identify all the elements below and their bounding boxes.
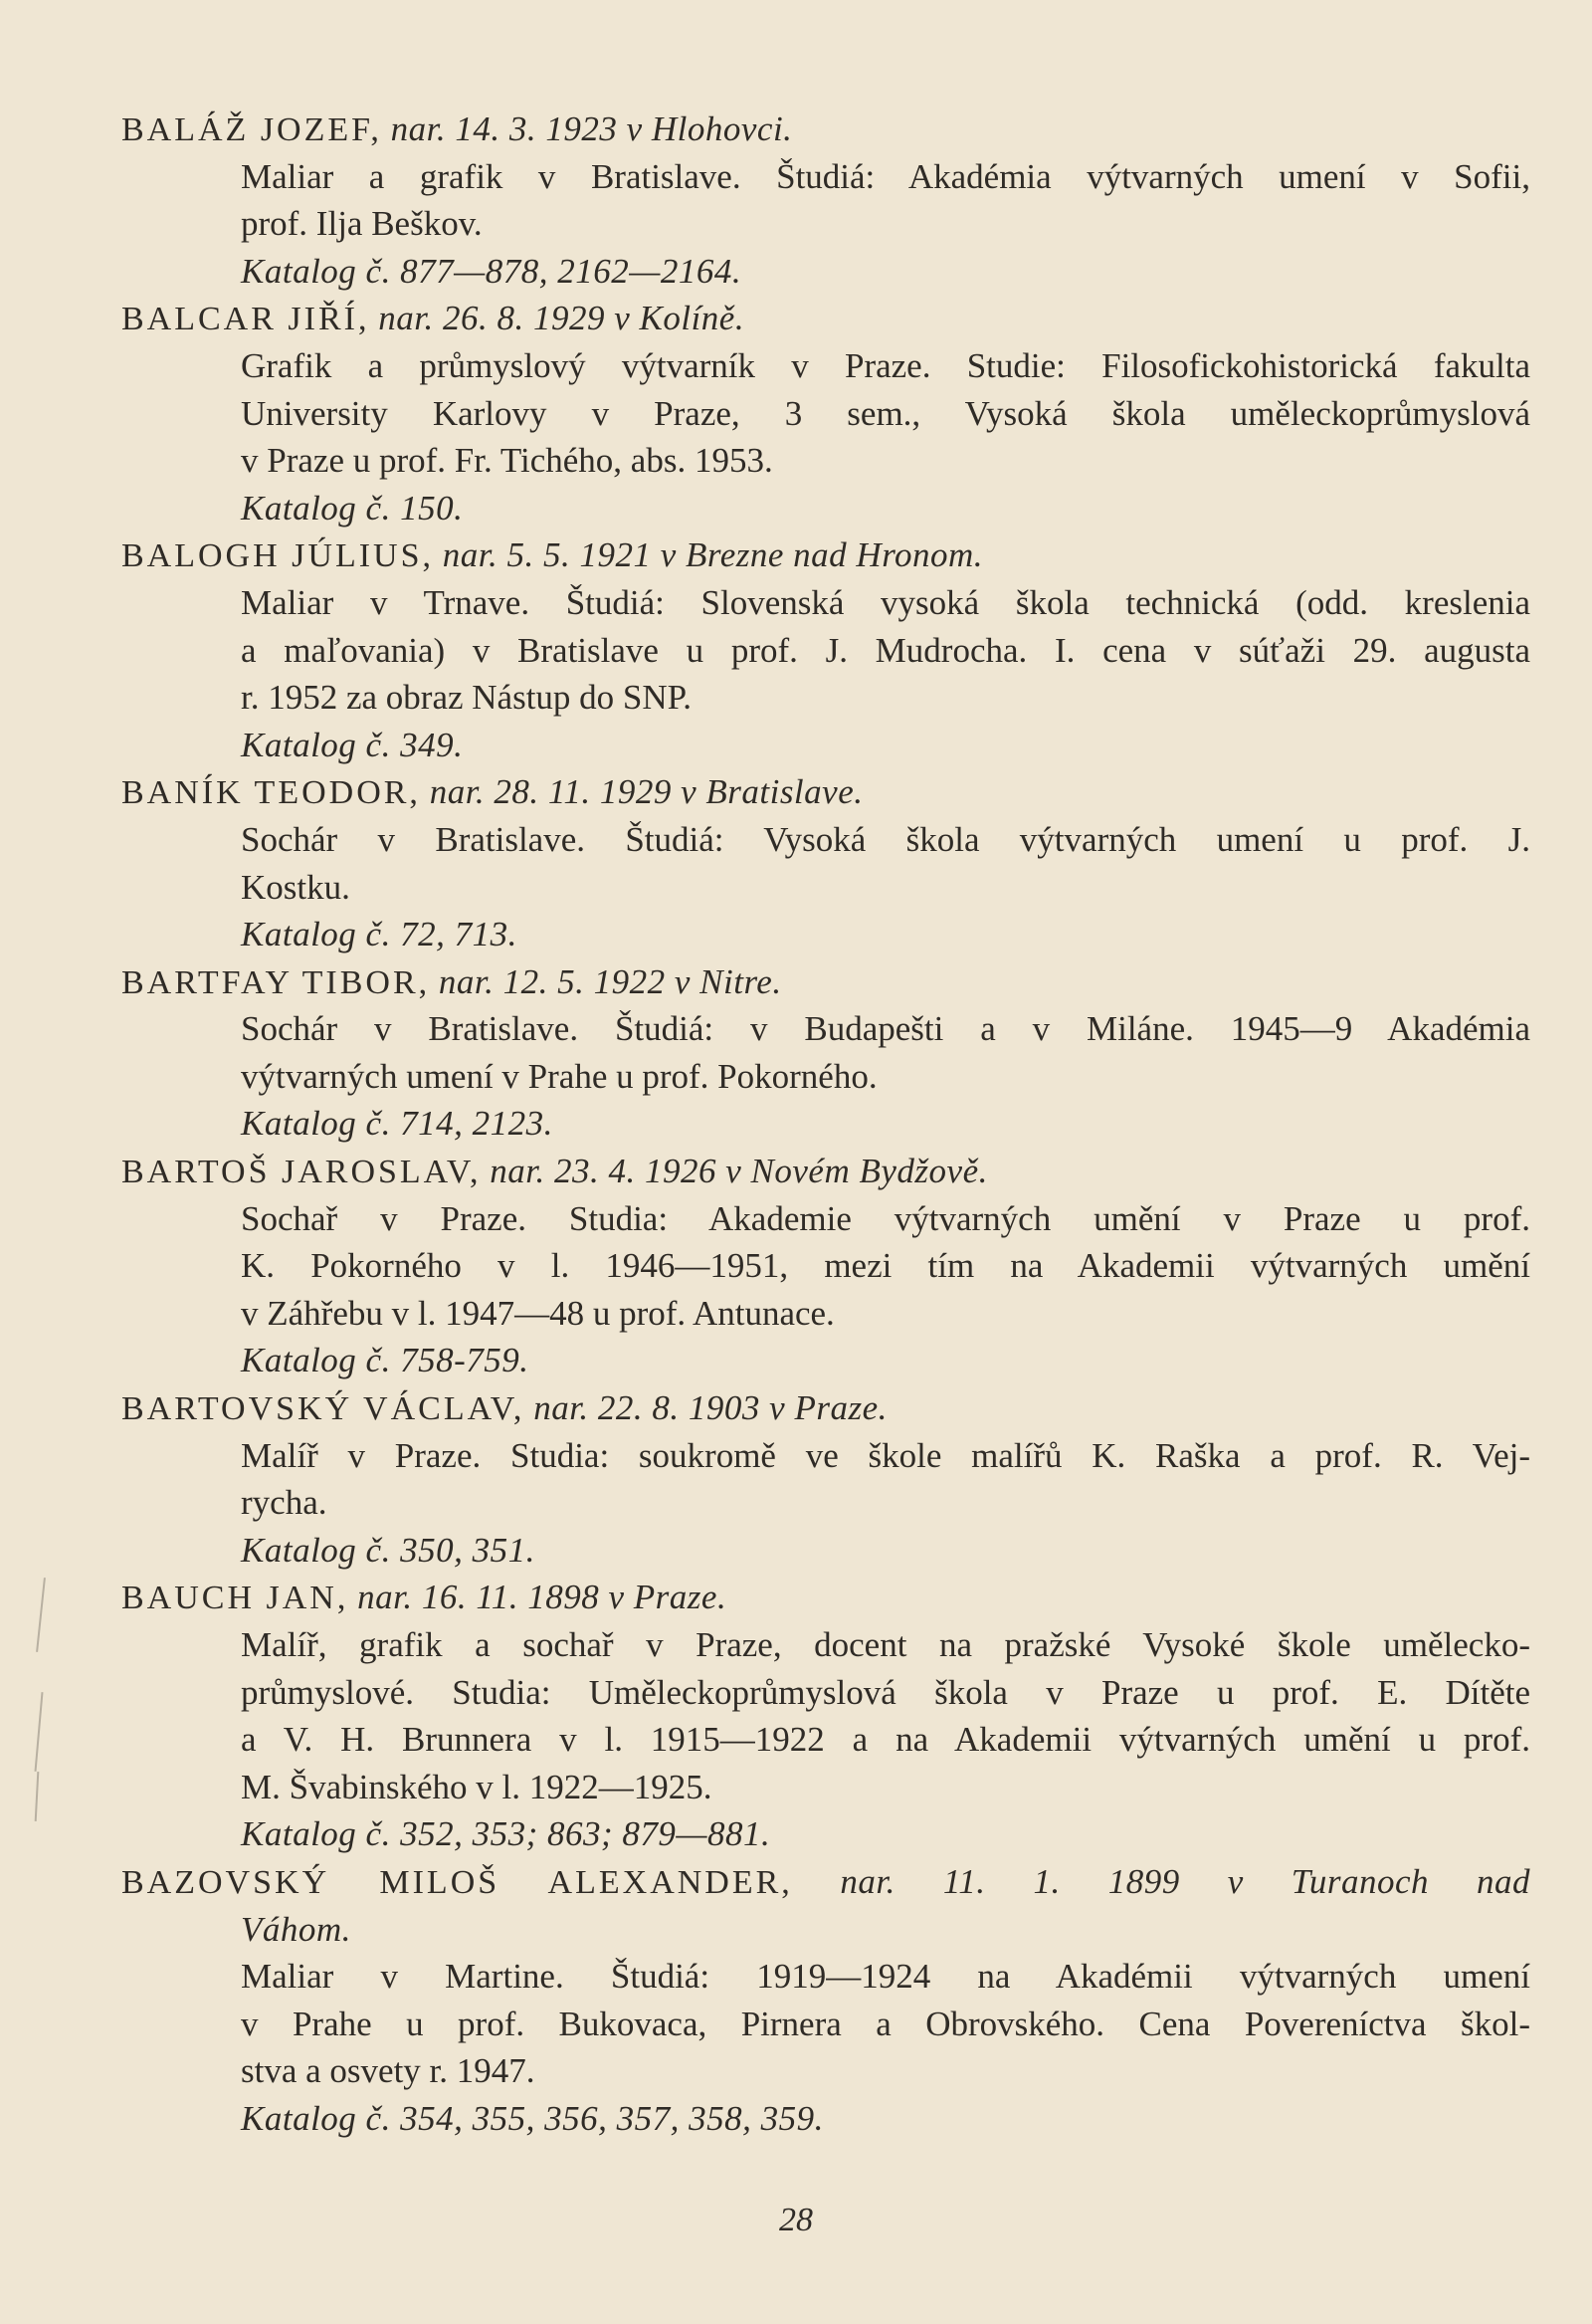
- birth-info: nar. 16. 11. 1898 v Praze.: [357, 1578, 727, 1617]
- description-line: v Prahe u prof. Bukovaca, Pirnera a Obrovského. Cena Povereníctva škol-: [241, 2004, 1530, 2043]
- description-line: r. 1952 za obraz Nástup do SNP.: [241, 678, 693, 718]
- birth-info: nar. 11. 1. 1899 v Turanoch nad: [840, 1861, 1530, 1901]
- catalog-reference: Katalog č. 354, 355, 356, 357, 358, 359.: [241, 2098, 824, 2138]
- entry-heading: [121, 768, 1530, 816]
- biography-entry: [121, 1384, 1530, 1574]
- biography-entry: [121, 1858, 1530, 2143]
- biography-entry: [121, 295, 1530, 531]
- birth-info: nar. 23. 4. 1926 v Novém Bydžově.: [490, 1152, 988, 1191]
- description-line: Grafik a průmyslový výtvarník v Praze. Studie: Filosofickohistorická fakulta: [241, 345, 1530, 385]
- artist-name: BARTOŠ JAROSLAV,: [121, 1154, 482, 1191]
- description-line: v Praze u prof. Fr. Tichého, abs. 1953.: [241, 441, 773, 481]
- description-line: prof. Ilja Beškov.: [241, 204, 483, 244]
- description-line: M. Švabinského v l. 1922—1925.: [241, 1767, 712, 1806]
- birth-info: nar. 28. 11. 1929 v Bratislave.: [429, 772, 864, 812]
- birth-info: nar. 12. 5. 1922 v Nitre.: [438, 961, 782, 1001]
- description-line: University Karlovy v Praze, 3 sem., Vysoká škola uměleckoprůmyslová: [241, 393, 1530, 433]
- pencil-mark: [36, 1578, 46, 1652]
- page-number: 28: [779, 2202, 813, 2238]
- description-line: Kostku.: [241, 867, 350, 907]
- birth-info: nar. 26. 8. 1929 v Kolíně.: [378, 299, 745, 338]
- description-line: a maľovania) v Bratislave u prof. J. Mudrocha. I. cena v súťaži 29. augusta: [241, 630, 1530, 670]
- description-line: stva a osvety r. 1947.: [241, 2051, 535, 2091]
- birth-info: nar. 14. 3. 1923 v Hlohovci.: [390, 109, 793, 148]
- catalog-reference: Katalog č. 150.: [241, 488, 464, 528]
- description-line: Maliar v Martine. Študiá: 1919—1924 na Akadémii výtvarných umení: [241, 1957, 1530, 1997]
- artist-name: BANÍK TEODOR,: [121, 774, 421, 812]
- description-line: průmyslové. Studia: Uměleckoprůmyslová škola v Praze u prof. E. Dítěte: [241, 1672, 1530, 1712]
- birth-info: nar. 22. 8. 1903 v Praze.: [533, 1388, 888, 1428]
- entry-heading: [121, 1574, 1530, 1621]
- birth-info: nar. 5. 5. 1921 v Brezne nad Hronom.: [442, 535, 984, 575]
- entry-heading: [121, 295, 1530, 342]
- description-line: K. Pokorného v l. 1946—1951, mezi tím na Akademii výtvarných umění: [241, 1246, 1530, 1286]
- catalog-reference: Katalog č. 758-759.: [241, 1341, 529, 1380]
- description-line: v Záhřebu v l. 1947—48 u prof. Antunace.: [241, 1293, 835, 1333]
- artist-name: BAUCH JAN,: [121, 1580, 349, 1617]
- artist-name: BALCAR JIŘÍ,: [121, 301, 370, 338]
- catalog-reference: Katalog č. 714, 2123.: [241, 1104, 553, 1144]
- pencil-mark: [35, 1692, 44, 1772]
- catalog-reference: Katalog č. 349.: [241, 725, 464, 764]
- artist-name: BALÁŽ JOZEF,: [121, 111, 382, 148]
- pencil-mark: [35, 1772, 40, 1821]
- artist-name: BARTFAY TIBOR,: [121, 963, 431, 1001]
- entry-heading: [121, 1858, 1530, 1906]
- biography-entry: [121, 768, 1530, 957]
- biography-list: [121, 106, 1530, 2143]
- description-line: rycha.: [241, 1483, 327, 1523]
- entry-heading: [121, 958, 1530, 1006]
- description-line: Maliar v Trnave. Študiá: Slovenská vysoká škola technická (odd. kreslenia: [241, 582, 1530, 622]
- catalog-reference: Katalog č. 877—878, 2162—2164.: [241, 251, 742, 291]
- artist-name: BARTOVSKÝ VÁCLAV,: [121, 1390, 525, 1428]
- entry-heading: [121, 531, 1530, 579]
- description-line: a V. H. Brunnera v l. 1915—1922 a na Akademii výtvarných umění u prof.: [241, 1720, 1530, 1760]
- biography-entry: [121, 1574, 1530, 1858]
- artist-name: BALOGH JÚLIUS,: [121, 537, 434, 575]
- birth-info-continued: Váhom.: [241, 1909, 351, 1949]
- entry-heading: [121, 106, 1530, 153]
- description-line: Sochař v Praze. Studia: Akademie výtvarných umění v Praze u prof.: [241, 1198, 1530, 1238]
- biography-entry: [121, 106, 1530, 295]
- description-line: Malíř v Praze. Studia: soukromě ve škole malířů K. Raška a prof. R. Vej-: [241, 1435, 1530, 1475]
- description-line: výtvarných umení v Prahe u prof. Pokorného.: [241, 1056, 878, 1096]
- biography-entry: [121, 958, 1530, 1148]
- catalog-reference: Katalog č. 352, 353; 863; 879—881.: [241, 1814, 771, 1854]
- entry-heading: [121, 1148, 1530, 1195]
- catalog-reference: Katalog č. 72, 713.: [241, 915, 517, 954]
- entry-heading: [121, 1384, 1530, 1432]
- description-line: Maliar a grafik v Bratislave. Študiá: Akadémia výtvarných umení v Sofii,: [241, 156, 1530, 196]
- description-line: Malíř, grafik a sochař v Praze, docent na pražské Vysoké škole umělecko-: [241, 1625, 1530, 1664]
- catalog-reference: Katalog č. 350, 351.: [241, 1530, 535, 1570]
- description-line: Sochár v Bratislave. Študiá: Vysoká škola výtvarných umení u prof. J.: [241, 819, 1530, 859]
- description-line: Sochár v Bratislave. Študiá: v Budapešti a v Miláne. 1945—9 Akadémia: [241, 1009, 1530, 1049]
- biography-entry: [121, 531, 1530, 768]
- biography-entry: [121, 1148, 1530, 1384]
- artist-name: BAZOVSKÝ MILOŠ ALEXANDER,: [121, 1863, 793, 1901]
